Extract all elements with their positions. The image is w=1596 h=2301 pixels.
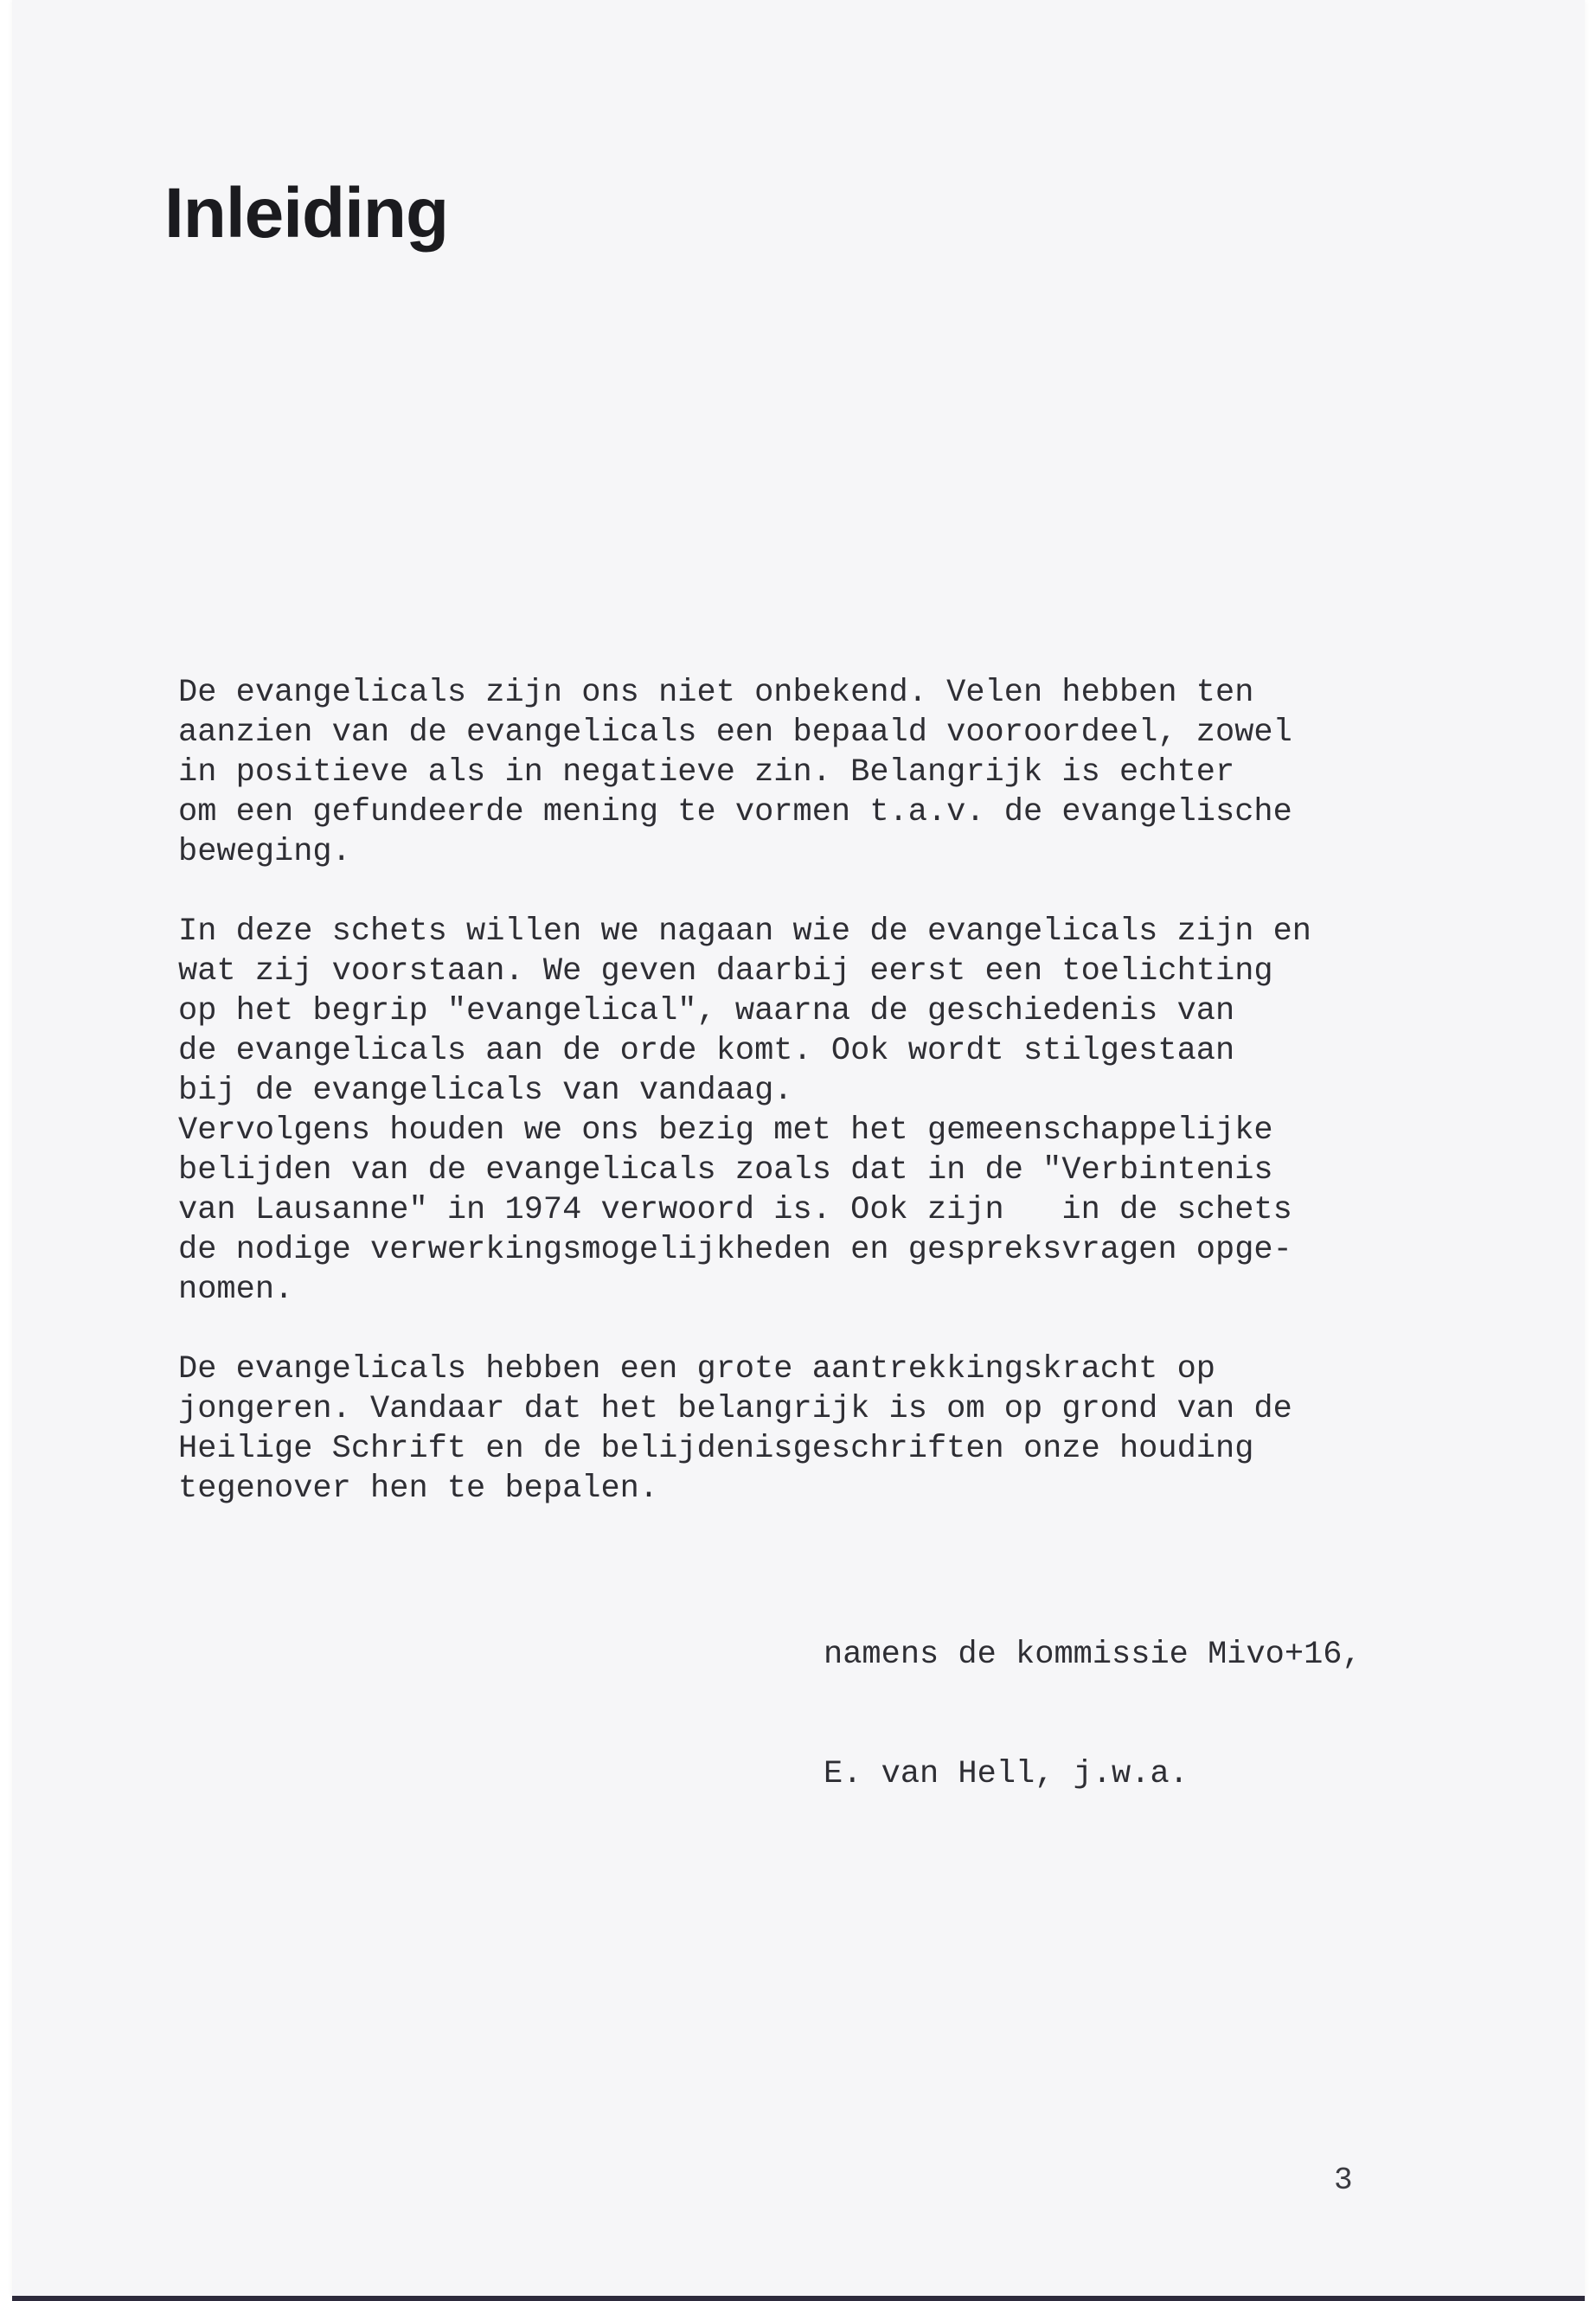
document-page: [12, 0, 1585, 2297]
text-line: belijden van de evangelicals zoals dat in de "Verbintenis: [178, 1152, 1273, 1189]
text-line: de evangelicals aan de orde komt. Ook wordt stilgestaan: [178, 1033, 1235, 1069]
text-line: In deze schets willen we nagaan wie de evangelicals zijn en: [178, 913, 1312, 950]
text-line: De evangelicals hebben een grote aantrekkingskracht op: [178, 1351, 1215, 1388]
text-line: Vervolgens houden we ons bezig met het gemeenschappelijke: [178, 1112, 1273, 1149]
text-line: beweging.: [178, 834, 351, 870]
text-line: wat zij voorstaan. We geven daarbij eerst een toelichting: [178, 953, 1273, 990]
text-line: de nodige verwerkingsmogelijkheden en gespreksvragen opge-: [178, 1232, 1292, 1268]
signature-name: E. van Hell, j.w.a.: [824, 1756, 1189, 1792]
text-line: De evangelicals zijn ons niet onbekend. Velen hebben ten: [178, 675, 1254, 711]
paragraph-3: [178, 1349, 1415, 1509]
text-line: tegenover hen te bepalen.: [178, 1471, 659, 1507]
body-text: [178, 673, 1415, 1548]
page-number: 3: [1334, 2163, 1353, 2198]
text-line: op het begrip "evangelical", waarna de geschiedenis van: [178, 993, 1235, 1029]
text-line: nomen.: [178, 1272, 294, 1308]
page-title: Inleiding: [164, 174, 449, 253]
signature-block: [824, 1635, 1362, 1794]
signature-committee: namens de kommissie Mivo+16,: [824, 1637, 1362, 1673]
text-line: jongeren. Vandaar dat het belangrijk is om op grond van de: [178, 1391, 1292, 1427]
paragraph-2: [178, 912, 1415, 1310]
paragraph-1: [178, 673, 1415, 872]
text-line: bij de evangelicals van vandaag.: [178, 1073, 793, 1109]
text-line: Heilige Schrift en de belijdenisgeschriften onze houding: [178, 1431, 1254, 1467]
text-line: van Lausanne" in 1974 verwoord is. Ook zijn in de schets: [178, 1192, 1292, 1228]
page-edge: [12, 2296, 1585, 2301]
text-line: om een gefundeerde mening te vormen t.a.v. de evangelische: [178, 794, 1292, 830]
text-line: aanzien van de evangelicals een bepaald vooroordeel, zowel: [178, 715, 1292, 751]
text-line: in positieve als in negatieve zin. Belangrijk is echter: [178, 754, 1235, 791]
